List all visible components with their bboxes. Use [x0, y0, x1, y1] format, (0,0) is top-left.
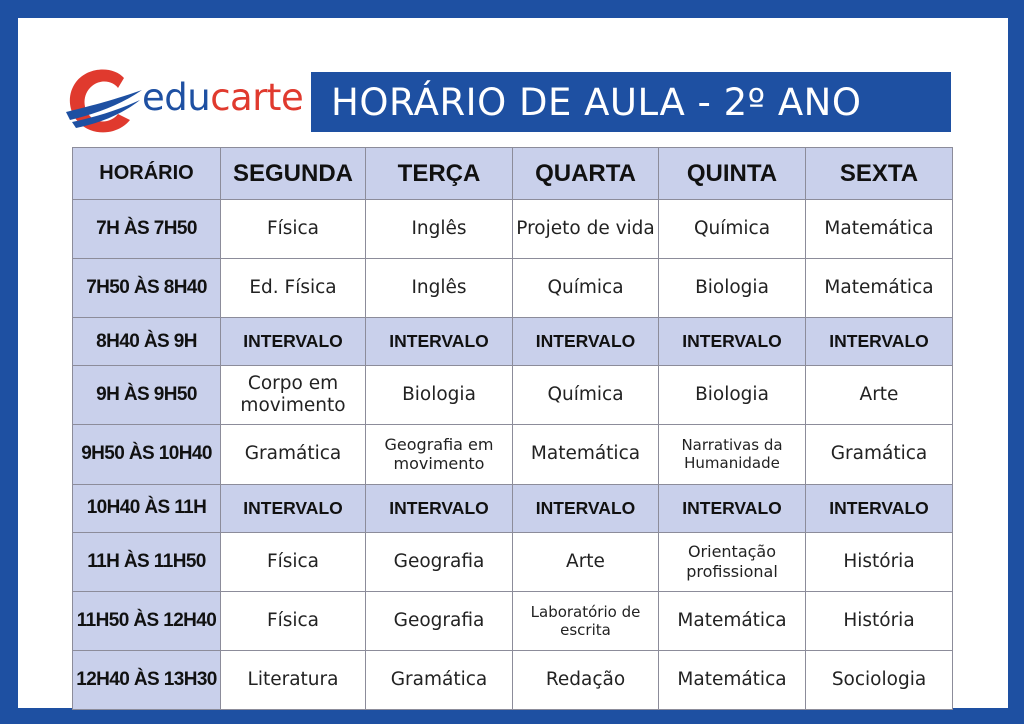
class-cell: Inglês [366, 200, 513, 259]
educarte-swoosh-icon [62, 62, 146, 142]
class-cell: Biologia [659, 366, 806, 425]
break-cell: INTERVALO [221, 318, 366, 366]
class-cell: Geografia [366, 532, 513, 591]
class-cell: Projeto de vida [513, 200, 659, 259]
table-header-row [73, 148, 953, 200]
class-cell: Matemática [659, 591, 806, 650]
break-cell: INTERVALO [806, 318, 953, 366]
time-slot: 9H ÀS 9H50 [73, 366, 221, 425]
class-cell: Arte [513, 532, 659, 591]
class-cell: Matemática [806, 259, 953, 318]
header-sexta: SEXTA [806, 148, 953, 200]
class-cell: Laboratório de escrita [513, 591, 659, 650]
table-row [73, 532, 953, 591]
class-cell: Biologia [366, 366, 513, 425]
break-cell: INTERVALO [221, 484, 366, 532]
class-cell: Física [221, 200, 366, 259]
break-cell: INTERVALO [513, 318, 659, 366]
educarte-wordmark [142, 76, 303, 119]
class-cell: Matemática [659, 650, 806, 709]
class-cell: Matemática [513, 425, 659, 484]
time-slot: 10H40 ÀS 11H [73, 484, 221, 532]
class-cell: História [806, 532, 953, 591]
class-cell: Gramática [806, 425, 953, 484]
time-slot: 11H50 ÀS 12H40 [73, 591, 221, 650]
brand-name-edu: edu [142, 76, 211, 119]
time-slot: 11H ÀS 11H50 [73, 532, 221, 591]
class-cell: Inglês [366, 259, 513, 318]
class-cell: Ed. Física [221, 259, 366, 318]
brand-name-carte: carte [210, 76, 304, 119]
class-cell: Corpo em movimento [221, 366, 366, 425]
header-horario: HORÁRIO [73, 148, 221, 200]
page-title: HORÁRIO DE AULA - 2º ANO [311, 72, 951, 132]
table-row [73, 650, 953, 709]
break-cell: INTERVALO [366, 484, 513, 532]
break-cell: INTERVALO [806, 484, 953, 532]
class-cell: Gramática [366, 650, 513, 709]
time-slot: 8H40 ÀS 9H [73, 318, 221, 366]
class-cell: Física [221, 532, 366, 591]
break-cell: INTERVALO [366, 318, 513, 366]
header-quinta: QUINTA [659, 148, 806, 200]
class-cell: História [806, 591, 953, 650]
time-slot: 9H50 ÀS 10H40 [73, 425, 221, 484]
class-cell: Geografia [366, 591, 513, 650]
class-cell: Narrativas da Humanidade [659, 425, 806, 484]
class-cell: Física [221, 591, 366, 650]
class-cell: Gramática [221, 425, 366, 484]
class-cell: Matemática [806, 200, 953, 259]
table-row [73, 200, 953, 259]
class-cell: Geografia em movimento [366, 425, 513, 484]
table-row [73, 366, 953, 425]
break-row [73, 318, 953, 366]
class-cell: Biologia [659, 259, 806, 318]
header-quarta: QUARTA [513, 148, 659, 200]
table-row [73, 259, 953, 318]
break-cell: INTERVALO [513, 484, 659, 532]
class-schedule-table [72, 147, 953, 710]
educarte-logo [62, 62, 322, 142]
time-slot: 12H40 ÀS 13H30 [73, 650, 221, 709]
table-row [73, 591, 953, 650]
class-cell: Química [513, 259, 659, 318]
break-cell: INTERVALO [659, 318, 806, 366]
break-row [73, 484, 953, 532]
class-cell: Arte [806, 366, 953, 425]
table-row [73, 425, 953, 484]
class-cell: Literatura [221, 650, 366, 709]
class-cell: Química [659, 200, 806, 259]
class-cell: Química [513, 366, 659, 425]
class-cell: Sociologia [806, 650, 953, 709]
time-slot: 7H ÀS 7H50 [73, 200, 221, 259]
class-cell: Redação [513, 650, 659, 709]
class-cell: Orientação profissional [659, 532, 806, 591]
break-cell: INTERVALO [659, 484, 806, 532]
header-segunda: SEGUNDA [221, 148, 366, 200]
time-slot: 7H50 ÀS 8H40 [73, 259, 221, 318]
header-terca: TERÇA [366, 148, 513, 200]
